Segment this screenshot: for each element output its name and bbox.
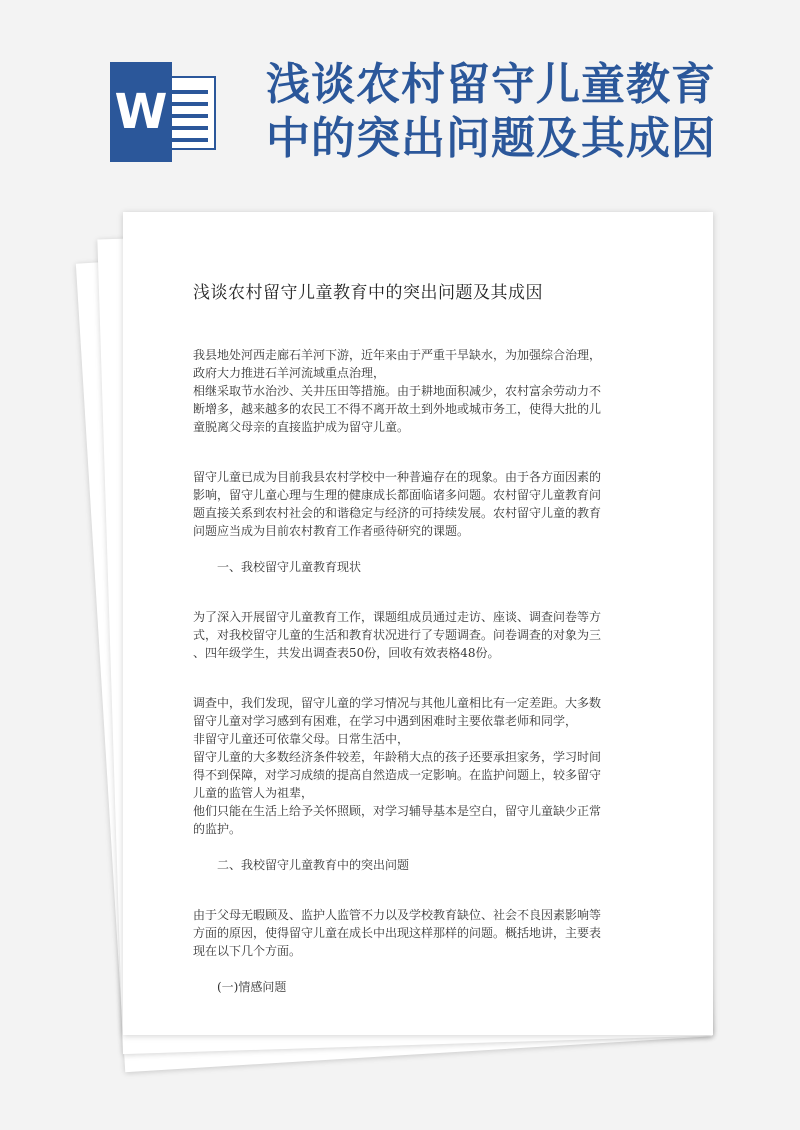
paragraph-line: 留守儿童对学习感到有困难，在学习中遇到困难时主要依靠老师和同学， xyxy=(193,714,578,728)
paragraph-1 xyxy=(193,346,643,436)
paragraph-line: 调查中，我们发现，留守儿童的学习情况与其他儿童相比有一定差距。大多数 xyxy=(193,696,602,710)
paragraph-3 xyxy=(193,608,643,662)
paragraph-line: 得不到保障，对学习成绩的提高自然造成一定影响。在监护问题上，较多留守 xyxy=(193,768,602,782)
document-page xyxy=(123,212,713,1035)
paragraph-line: 问题应当成为目前农村教育工作者亟待研究的课题。 xyxy=(193,524,470,538)
paragraph-line: 的监护。 xyxy=(193,822,242,836)
paragraph-line: 我县地处河西走廊石羊河下游，近年来由于严重干旱缺水，为加强综合治理， xyxy=(193,348,602,362)
page-header xyxy=(0,0,800,205)
paragraph-line: 由于父母无暇顾及、监护人监管不力以及学校教育缺位、社会不良因素影响等 xyxy=(193,908,602,922)
section-heading-1: 一、我校留守儿童教育现状 xyxy=(217,560,362,574)
header-title xyxy=(266,58,786,166)
section-heading-2: 二、我校留守儿童教育中的突出问题 xyxy=(217,858,410,872)
paragraph-4 xyxy=(193,694,643,838)
word-logo-letter: W xyxy=(110,62,172,162)
paragraph-line: 式，对我校留守儿童的生活和教育状况进行了专题调查。问卷调查的对象为三 xyxy=(193,628,602,642)
paragraph-line: 他们只能在生活上给予关怀照顾，对学习辅导基本是空白，留守儿童缺少正常 xyxy=(193,804,602,818)
document-title: 浅谈农村留守儿童教育中的突出问题及其成因 xyxy=(193,283,543,303)
paragraph-line: 影响，留守儿童心理与生理的健康成长都面临诸多问题。农村留守儿童教育问 xyxy=(193,488,602,502)
paragraph-line: 儿童的监管人为祖辈， xyxy=(193,786,314,800)
paragraph-line: 现在以下几个方面。 xyxy=(193,944,302,958)
paragraph-line: 童脱离父母亲的直接监护成为留守儿童。 xyxy=(193,420,410,434)
paragraph-line: 政府大力推进石羊河流域重点治理， xyxy=(193,366,386,380)
paragraph-line: 为了深入开展留守儿童教育工作，课题组成员通过走访、座谈、调查问卷等方 xyxy=(193,610,602,624)
paragraph-line: 相继采取节水治沙、关井压田等措施。由于耕地面积减少，农村富余劳动力不 xyxy=(193,384,602,398)
paragraph-line: 断增多，越来越多的农民工不得不离开故土到外地或城市务工，使得大批的儿 xyxy=(193,402,602,416)
header-title-line-1: 浅谈农村留守儿童教育 xyxy=(266,59,716,110)
subsection-heading-1: (一)情感问题 xyxy=(217,980,287,994)
header-title-line-2: 中的突出问题及其成因 xyxy=(266,113,716,164)
document-body xyxy=(193,282,643,1014)
paragraph-5 xyxy=(193,906,643,960)
paragraph-2 xyxy=(193,468,643,540)
word-document-icon xyxy=(110,62,220,162)
paragraph-line: 题直接关系到农村社会的和谐稳定与经济的可持续发展。农村留守儿童的教育 xyxy=(193,506,602,520)
paragraph-line: 方面的原因，使得留守儿童在成长中出现这样那样的问题。概括地讲，主要表 xyxy=(193,926,602,940)
paragraph-line: 、四年级学生，共发出调查表50份，回收有效表格48份。 xyxy=(193,646,500,660)
paragraph-line: 留守儿童的大多数经济条件较差，年龄稍大点的孩子还要承担家务，学习时间 xyxy=(193,750,602,764)
paragraph-line: 非留守儿童还可依靠父母。日常生活中， xyxy=(193,732,410,746)
paragraph-line: 留守儿童已成为目前我县农村学校中一种普遍存在的现象。由于各方面因素的 xyxy=(193,470,602,484)
